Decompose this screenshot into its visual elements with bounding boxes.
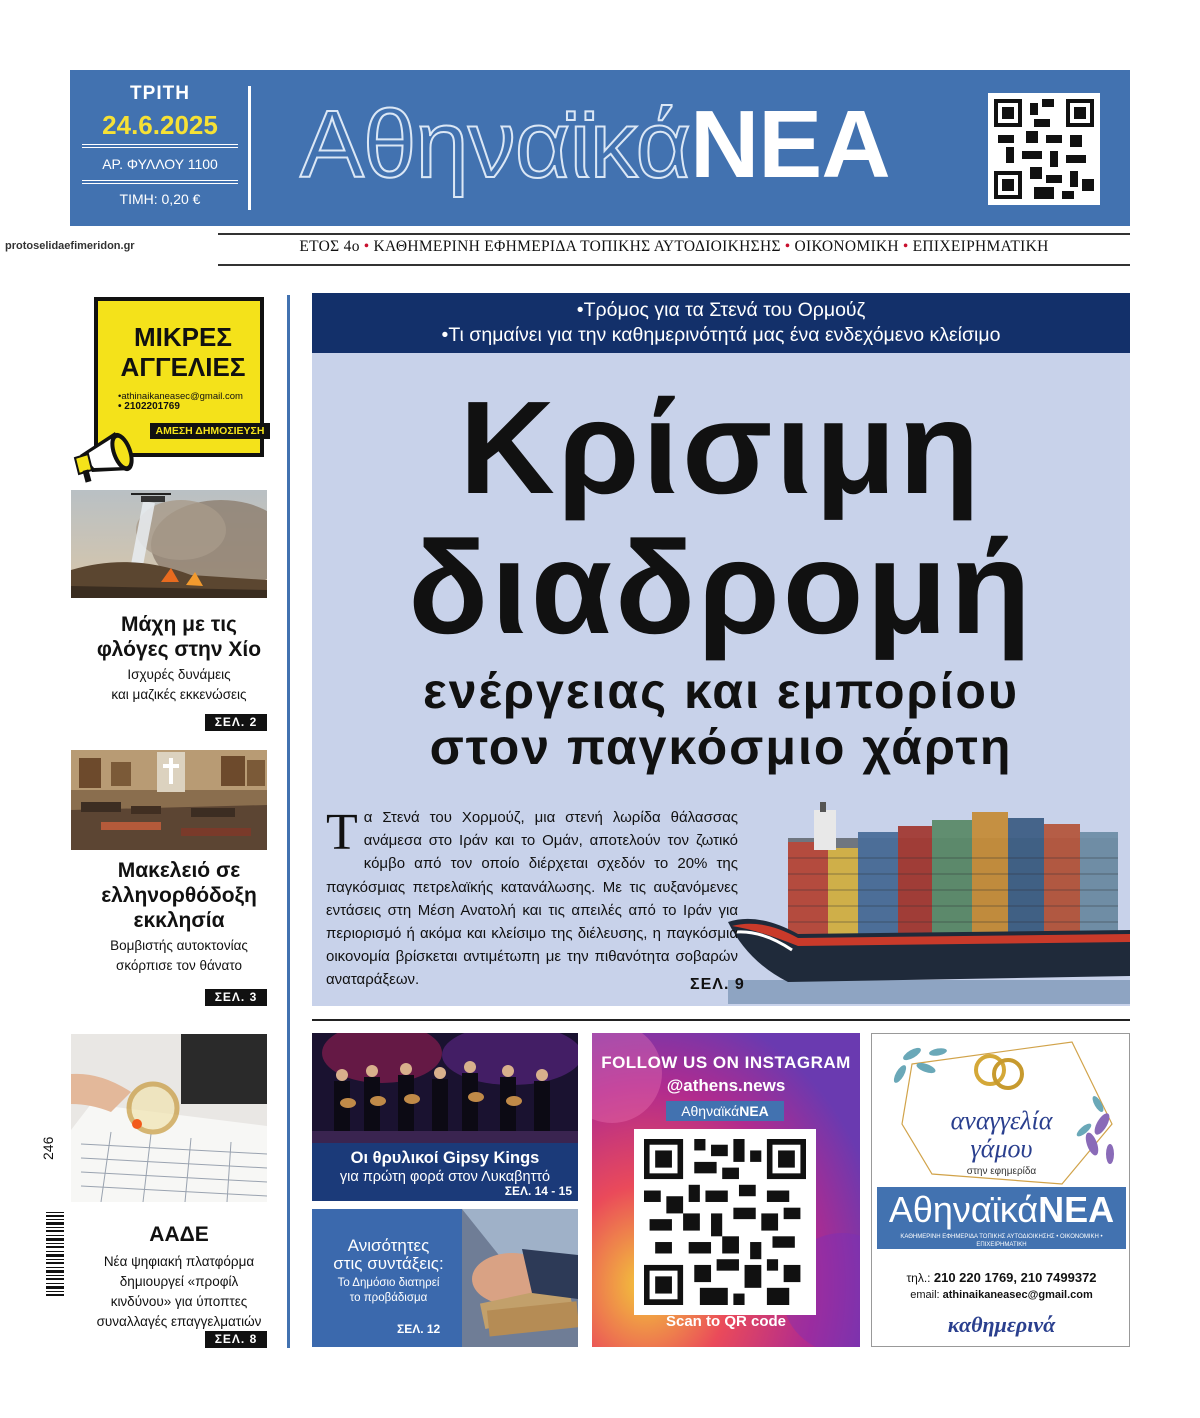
bullet: • [902,238,909,255]
wedding-daily-note: καθημερινά [947,1312,1056,1337]
classified-phone: • 2102201769 [118,401,180,412]
logo-bold-text: ΝΕΑ [689,91,890,198]
masthead-divider [248,86,251,210]
logo-tagline: ΚΑΘΗΜΕΡΙΝΗ ΕΦΗΜΕΡΙΔΑ ΤΟΠΙΚΗΣ ΑΥΤΟΔΙΟΙΚΗΣΗΣ • ΟΙΚΟΝΟΜΙΚΗ • ΕΠΙΧΕΙΡΗΜΑΤΙΚΗ [900,1234,1103,1248]
issue-price: ΤΙΜΗ: 0,20 € [119,191,201,207]
lead-body: α Στενά του Χορμούζ, μια στενή λωρίδα θάλασσας ανάμεσα στο Ιράν και το Ομάν, αποτελούν τον ζωτικό κόμβο από τον οποίο διέρχεται σχεδόν το 20% της παγκόσμιας πετρελαϊκής κατανάλωσης. Με τις αυξανόμενες εντάσεις στη Μέση Ανατολή και τις απειλές από το Ιράν για περιορισμό ή ακόμα και κλείσιμο της διέλευσης, η παγκόσμια οικονομία βρίσκεται αντιμέτωπη με την πιθανότητα σοβαρών αναταράξεων. [326,809,738,989]
classified-email: •athinaikaneasec@gmail.com [118,391,243,402]
lead-body-text [326,806,738,992]
kicker-line: •Τρόμος για τα Στενά του Ορμούζ [576,299,866,321]
qr-caption: Scan to QR code [665,1313,787,1330]
page-ref[interactable]: ΣΕΛ. 14 - 15 [504,1184,572,1198]
money-photo [462,1209,578,1347]
classified-title: ΜΙΚΡΕΣ [134,322,232,352]
wedding-email[interactable] [872,1289,1130,1301]
email-address: athinaikaneasec@gmail.com [942,1289,1093,1301]
title-line: ελληνορθόδοξη [101,884,257,907]
caption-line [312,1149,578,1168]
phone-numbers: 210 220 1769, 210 7499372 [933,1270,1097,1285]
newspaper-logo [877,1189,1126,1231]
qr-code-icon [644,1139,806,1305]
story-summary [71,665,287,705]
lead-subheadline[interactable]: ενέργειας και εμπορίου [422,663,1020,719]
caption-title: Οι θρυλικοί Gipsy Kings [350,1149,540,1167]
newspaper-logo [666,1101,784,1121]
lead-kicker [312,293,1130,353]
drop-cap: Τ [326,804,358,861]
summary-line: Βομβιστής αυτοκτονίας [110,938,248,953]
gipsy-kings-story[interactable] [312,1033,578,1201]
summary-line: σκόρπισε τον θάνατο [116,958,242,973]
strip-rule-bottom [218,264,1130,266]
container-ship-photo[interactable] [728,802,1130,1004]
church-photo[interactable] [71,750,267,850]
tagline-part: ΕΤΟΣ 4ο [299,238,360,255]
magnifier-photo[interactable] [71,1034,267,1202]
phone-label: τηλ.: [906,1271,931,1285]
logo-light-text: Αθηναϊκά [681,1103,740,1119]
story-title-church-attack[interactable] [71,858,287,933]
caption-line: για πρώτη φορά στον Λυκαβηττό [339,1169,551,1185]
story-summary [71,936,287,976]
masthead [70,70,1130,226]
lead-headline[interactable]: Κρίσιμη [459,374,983,521]
title-line: φλόγες στην Χίο [96,638,262,661]
newspaper-logo[interactable] [300,90,940,200]
pensions-story[interactable] [312,1209,578,1347]
tagline-part: ΕΠΙΧΕΙΡΗΜΑΤΙΚΗ [912,238,1049,255]
wedding-phone[interactable] [872,1270,1130,1285]
summary-line: και μαζικές εκκενώσεις [111,687,247,702]
logo-light-text: Αθηναϊκά [888,1189,1039,1230]
barcode-icon [46,1210,68,1298]
instagram-qr-code[interactable] [634,1129,816,1315]
instagram-promo[interactable] [592,1033,860,1347]
tagline-part: ΟΙΚΟΝΟΜΙΚΗ [794,238,899,255]
lead-page-ref[interactable]: ΣΕΛ. 9 [690,976,745,993]
masthead-qr-code[interactable] [988,93,1100,205]
wedding-subtitle: στην εφημερίδα [966,1166,1037,1177]
story-title-chios-fire[interactable] [71,612,287,662]
page-ref[interactable]: ΣΕΛ. 12 [397,1322,441,1336]
strip-rule-top [218,233,1130,235]
title-line: Ανισότητες [347,1236,430,1255]
summary-line: Το Δημόσιο διατηρεί [337,1277,440,1289]
section-rule [312,1019,1130,1021]
wedding-title: αναγγελία [950,1106,1053,1135]
page-ref-badge[interactable]: ΣΕΛ. 3 [205,989,267,1006]
title-line: ΑΑΔΕ [149,1223,209,1246]
site-credit[interactable]: protoselidaefimeridon.gr [5,240,135,252]
page-ref-badge[interactable]: ΣΕΛ. 2 [205,714,267,731]
divider [82,144,238,148]
qr-code-icon [994,99,1094,199]
issue-number: ΑΡ. ΦΥΛΛΟΥ 1100 [102,156,218,172]
tagline [218,238,1130,256]
summary-line: κινδύνου» για ύποπτες [110,1294,248,1309]
instagram-handle[interactable]: @athens.news [666,1076,786,1095]
tagline-part: ΚΑΘΗΜΕΡΙΝΗ ΕΦΗΜΕΡΙΔΑ ΤΟΠΙΚΗΣ ΑΥΤΟΔΙΟΙΚΗΣΗΣ [373,238,781,255]
summary-line: δημιουργεί «προφίλ [119,1274,239,1289]
classified-badge: ΑΜΕΣΗ ΔΗΜΟΣΙΕΥΣΗ [150,423,270,439]
story-title-aade[interactable] [71,1222,287,1247]
story-summary [71,1252,287,1332]
lead-headline[interactable]: διαδρομή [408,514,1034,661]
classified-title: ΑΓΓΕΛΙΕΣ [120,352,246,382]
instagram-heading: FOLLOW US ON INSTAGRAM [601,1053,851,1072]
summary-line: το προβάδισμα [349,1292,428,1304]
summary-line: Νέα ψηφιακή πλατφόρμα [103,1254,255,1269]
lead-subheadline[interactable]: στον παγκόσμιο χάρτη [429,719,1013,775]
bullet: • [784,238,791,255]
summary-line: συναλλαγές επαγγελματιών [96,1314,262,1329]
pensions-title [316,1237,461,1273]
megaphone-icon [70,410,140,485]
email-label: email: [910,1289,940,1301]
divider [82,180,238,184]
concert-photo [312,1033,578,1145]
pensions-summary [316,1276,461,1306]
logo-light-text: Αθηναϊκά [300,91,690,198]
title-line: Μάχη με τις [121,613,237,636]
issue-date: 24.6.2025 [102,110,218,140]
issue-info [70,70,250,226]
wedding-title: γάμου [970,1134,1033,1163]
issue-day: ΤΡΙΤΗ [130,83,190,104]
bullet: • [363,238,370,255]
fire-photo[interactable] [71,490,267,598]
summary-line: Ισχυρές δυνάμεις [127,667,231,682]
newspaper-logo-band [877,1187,1126,1249]
barcode-number: 246 [40,1136,56,1160]
logo-bold-text: ΝΕΑ [739,1103,769,1119]
logo-bold-text: ΝΕΑ [1038,1189,1115,1230]
kicker-line: •Τι σημαίνει για την καθημερινότητά μας ένα ενδεχόμενο κλείσιμο [441,324,1001,346]
title-line: Μακελειό σε [117,859,241,882]
column-rule [287,295,290,1348]
title-line: στις συντάξεις: [333,1254,444,1273]
wedding-announcement-ad[interactable] [871,1033,1130,1347]
page-ref-badge[interactable]: ΣΕΛ. 8 [205,1331,267,1348]
title-line: εκκλησία [133,909,225,932]
